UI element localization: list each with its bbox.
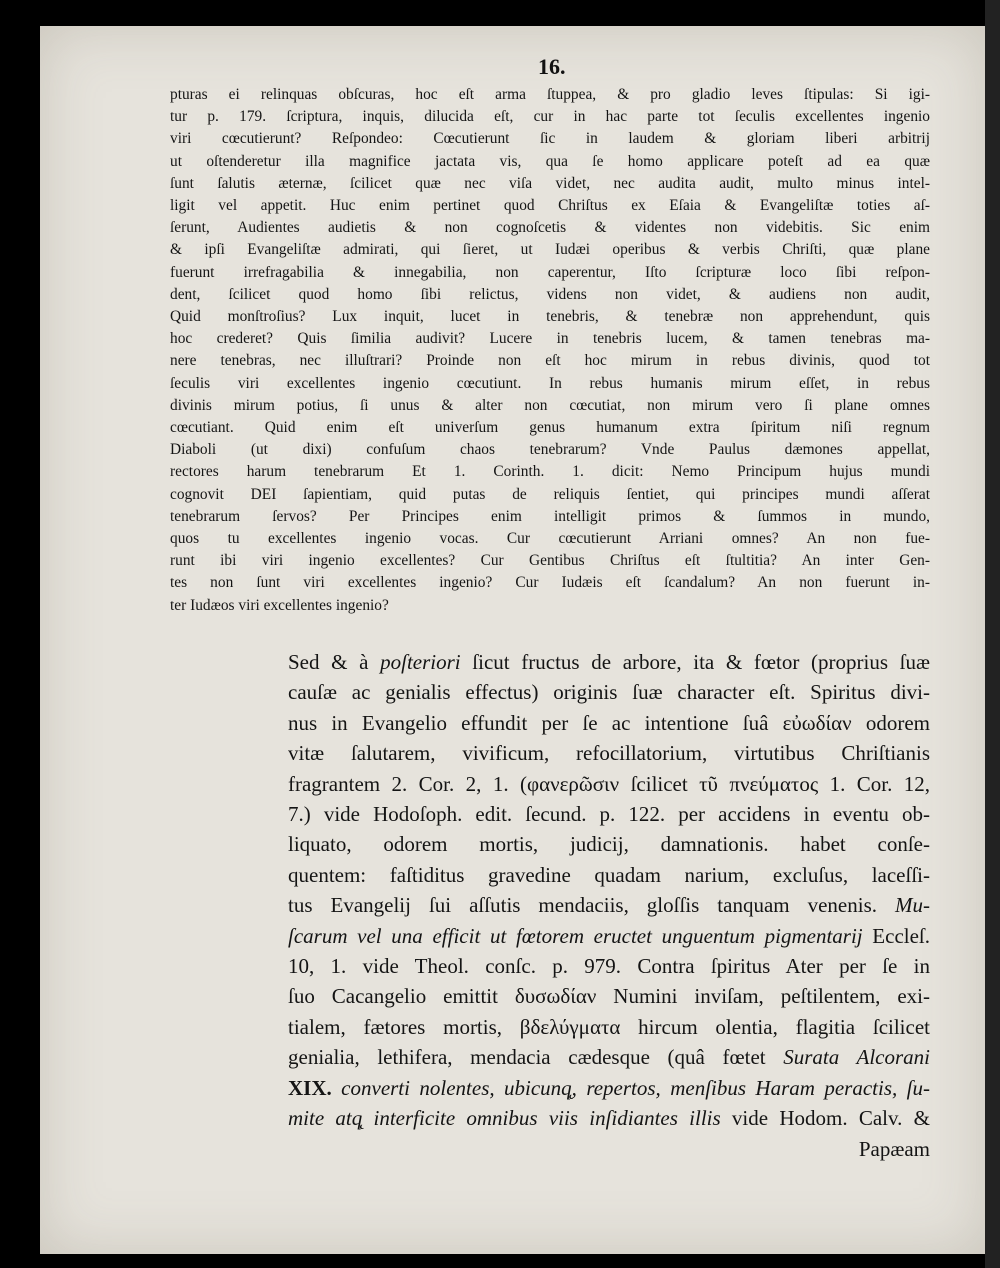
- text-run: vide Hodom. Calv. &: [720, 1106, 930, 1131]
- text-line: tur p. 179. ſcriptura, inquis, dilucida eſt, cur in hac parte tot ſeculis excellentes ingenio: [170, 108, 930, 126]
- bold-run: XIX.: [288, 1075, 342, 1100]
- text-line: divinis mirum potius, ſi unus & alter non cœcutiat, non mirum vero ſi plane omnes: [170, 396, 930, 414]
- text-line: [288, 738, 930, 768]
- text-line: dent, ſcilicet quod homo ſibi relictus, videns non videt, & audiens non audit,: [170, 285, 930, 303]
- text-line: quos tu excellentes ingenio vocas. Cur cœcutierunt Arriani omnes? An non fue-: [170, 530, 930, 548]
- text-run: liquato, odorem mortis, judicij, damnationis. habet conſe-: [288, 832, 930, 857]
- text-line: tes non ſunt viri excellentes ingenio? Cur Iudæis eſt ſcandalum? An non fuerunt in-: [170, 574, 930, 592]
- text-line: [288, 799, 930, 829]
- text-line: cœcutiant. Quid enim eſt univerſum genus humanum extra ſpiritum niſi regnum: [170, 419, 930, 437]
- text-line: [288, 1042, 930, 1072]
- text-line: pturas ei relinquas obſcuras, hoc eſt arma ſtuppea, & pro gladio leves ſtipulas: Si igi-: [170, 86, 930, 103]
- text-line: [288, 769, 930, 799]
- italic-run: mite atq̨ interficite omnibus viis inſidiantes illis: [288, 1106, 721, 1131]
- italic-run: Surata Alcorani: [783, 1045, 930, 1070]
- large-print-paragraph: [288, 647, 930, 1164]
- scan-edge: [985, 0, 1000, 1268]
- text-line: tenebrarum ſervos? Per Principes enim intelligit primos & ſummos in mundo,: [170, 507, 930, 525]
- text-run: Sed & à: [288, 650, 381, 674]
- italic-run: poſteriori: [380, 650, 461, 674]
- text-line: fuerunt irrefragabilia & innegabilia, non caperentur, Iſto ſcripturæ loco ſibi reſpon-: [170, 263, 930, 281]
- text-run: cauſæ ac genialis effectus) originis ſuæ character eſt. Spiritus divi-: [288, 680, 930, 705]
- text-run: Papæam: [858, 1136, 930, 1161]
- text-run: quentem: faſtiditus gravedine quadam narium, excluſus, laceſſi-: [288, 862, 930, 887]
- text-line: ſerunt, Audientes audietis & non cognoſcetis & videntes non videbitis. Sic enim: [170, 219, 930, 237]
- text-run: ſicut fructus de arbore, ita & fœtor (proprius ſuæ: [460, 650, 930, 674]
- text-line: rectores harum tenebrarum Et 1. Corinth. 1. dicit: Nemo Principum hujus mundi: [170, 463, 930, 481]
- text-run: tialem, fætores mortis, βδελύγματα hircum olentia, flagitia ſcilicet: [288, 1014, 930, 1039]
- text-line: ter Iudæos viri excellentes ingenio?: [170, 596, 389, 614]
- text-line: [288, 860, 930, 890]
- text-line: [288, 951, 930, 981]
- text-line: [288, 829, 930, 859]
- text-line: [288, 1012, 930, 1042]
- text-line: nere tenebras, nec illuſtrari? Proinde non eſt hoc mirum in rebus divinis, quod tot: [170, 352, 930, 370]
- page-number: 16.: [538, 54, 566, 79]
- text-run: genialia, lethifera, mendacia cædesque (quâ fœtet: [288, 1045, 784, 1070]
- text-line: [288, 708, 930, 738]
- text-run: tus Evangelij ſui aſſutis mendaciis, gloſſis tanquam venenis.: [288, 893, 895, 918]
- text-line: & ipſi Evangeliſtæ admirati, qui ſieret, ut Iudæi operibus & verbis Chriſti, quæ plane: [170, 241, 930, 259]
- text-line: ſunt ſalutis æternæ, ſcilicet quæ nec viſa videt, nec audita audit, multo minus intel-: [170, 174, 930, 192]
- text-run: fragrantem 2. Cor. 2, 1. (φανερῶσιν ſcilicet τῦ πνεύματος 1. Cor. 12,: [288, 771, 930, 796]
- text-run: nus in Evangelio effundit per ſe ac intentione ſuâ εὐωδίαν odorem: [288, 710, 930, 735]
- text-line: [288, 1103, 930, 1133]
- text-run: 10, 1. vide Theol. conſc. p. 979. Contra ſpiritus Ater per ſe in: [288, 954, 930, 979]
- text-line: [288, 981, 930, 1011]
- text-run: ſuo Cacangelio emittit δυσωδίαν Numini inviſam, peſtilentem, exi-: [288, 984, 930, 1009]
- text-line: [288, 921, 930, 951]
- text-line: viri cœcutierunt? Reſpondeo: Cœcutierunt ſic in laudem & gloriam liberi arbitrij: [170, 130, 930, 148]
- text-run: 7.) vide Hodoſoph. edit. ſecund. p. 122. per accidens in eventu ob-: [288, 802, 930, 827]
- text-line: [288, 1134, 930, 1164]
- small-print-paragraph: [170, 84, 930, 617]
- text-line: [288, 890, 930, 920]
- text-line: hoc crederet? Quis ſimilia audivit? Lucere in tenebris lucem, & tamen tenebras ma-: [170, 330, 930, 348]
- text-line: ligit vel appetit. Huc enim pertinet quod Chriſtus ex Eſaia & Evangeliſtæ toties aſ-: [170, 197, 930, 215]
- italic-run: ſcarum vel una efficit ut fœtorem eructet unguentum pigmentarij: [288, 923, 863, 948]
- text-line: Quid monſtroſius? Lux inquit, lucet in tenebris, & tenebræ non apprehendunt, quis: [170, 308, 930, 326]
- italic-run: Mu-: [895, 893, 930, 918]
- text-line: ſeculis viri excellentes ingenio cœcutiunt. In rebus humanis mirum eſſet, in rebus: [170, 374, 930, 392]
- text-line: ut oſtenderetur illa magnifice jactata vis, qua ſe homo applicare poteſt ad ea quæ: [170, 152, 930, 170]
- text-line: Diaboli (ut dixi) confuſum chaos tenebrarum? Vnde Paulus dæmones appellat,: [170, 441, 930, 459]
- text-line: cognovit DEI ſapientiam, quid putas de reliquis ſentiet, qui principes mundi aſſerat: [170, 485, 930, 503]
- text-line: runt ibi viri ingenio excellentes? Cur Gentibus Chriſtus eſt ſtultitia? An inter Gen-: [170, 552, 930, 570]
- text-line: [288, 647, 930, 677]
- italic-run: converti nolentes, ubicunq̨, repertos, menſibus Haram peractis, ſu-: [341, 1075, 930, 1100]
- text-run: Eccleſ.: [862, 923, 930, 948]
- text-line: [288, 1073, 930, 1103]
- text-run: vitæ ſalutarem, vivificum, refocillatorium, virtutibus Chriſtianis: [288, 741, 930, 766]
- text-line: [288, 677, 930, 707]
